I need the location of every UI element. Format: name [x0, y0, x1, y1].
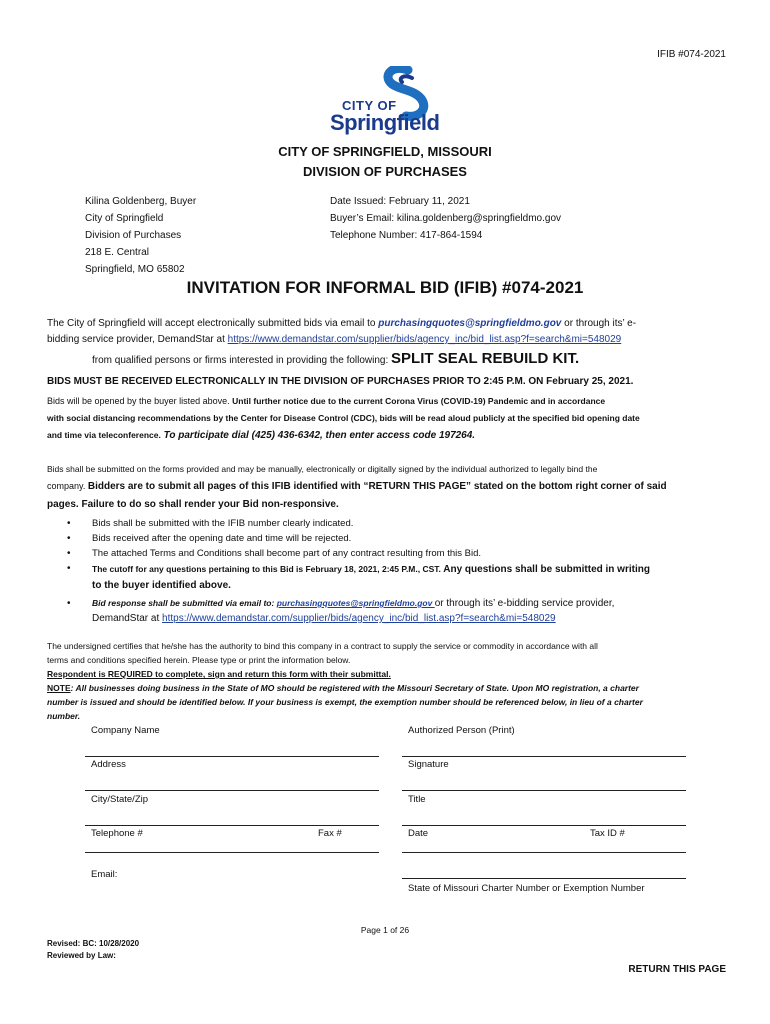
required-notice: Respondent is REQUIRED to complete, sign and return this form with their submittal. [47, 669, 391, 679]
signature-field[interactable] [402, 790, 686, 791]
company-name-label: Company Name [91, 725, 160, 736]
document-title: INVITATION FOR INFORMAL BID (IFIB) #074-2021 [186, 278, 584, 297]
logo-text-bottom: Springfield [330, 110, 440, 135]
demandstar-link[interactable]: https://www.demandstar.com/supplier/bids/agency_inc/bid_list.asp?f=search&mi=548029 [227, 334, 622, 345]
tax-id-label: Tax ID # [590, 828, 625, 839]
page-number: Page 1 of 26 [360, 925, 410, 935]
charter-number-field[interactable] [402, 878, 686, 879]
list-item: • Bid response shall be submitted via email to: purchasingquotes@springfieldmo.gov or through its’ e-bidding service provider, DemandStar at https://www.demandstar.com/supplier/bids/agency_inc/bid_list.asp?f=search&mi=548029 [47, 596, 747, 626]
fax-label: Fax # [318, 828, 342, 839]
buyer-city: Springfield, MO 65802 [85, 264, 185, 275]
buyer-contact-block [85, 193, 196, 278]
title-field[interactable] [402, 825, 686, 826]
document-reference: IFIB #074-2021 [657, 49, 726, 60]
charter-number-label: State of Missouri Charter Number or Exemption Number [408, 883, 645, 894]
city-state-zip-field[interactable] [85, 825, 379, 826]
org-heading-line2: DIVISION OF PURCHASES [303, 164, 467, 179]
org-heading-line1: CITY OF SPRINGFIELD, MISSOURI [278, 144, 492, 159]
logo-text-top: CITY OF [342, 98, 397, 113]
city-state-zip-label: City/State/Zip [91, 794, 149, 805]
list-item: • Bids received after the opening date and time will be rejected. [47, 531, 747, 546]
signature-label: Signature [408, 759, 449, 770]
revised-note: Revised: BC: 10/28/2020 [47, 939, 140, 948]
title-label: Title [408, 794, 426, 805]
list-item: • Bids shall be submitted with the IFIB number clearly indicated. [47, 516, 747, 531]
buyer-street: 218 E. Central [85, 247, 149, 258]
buyer-division: Division of Purchases [85, 230, 182, 241]
demandstar-link-2[interactable]: https://www.demandstar.com/supplier/bids/agency_inc/bid_list.asp?f=search&mi=548029 [162, 613, 556, 624]
intro-line-1: The City of Springfield will accept electronically submitted bids via email to purchasingquotes@springfieldmo.gov or through its’ e- [47, 318, 637, 329]
email-label: Email: [91, 869, 118, 880]
bid-item: SPLIT SEAL REBUILD KIT. [391, 350, 580, 367]
bid-opening-paragraph: Bids will be opened by the buyer listed above. Until further notice due to the current Corona Virus (COVID-19) Pandemic and in accordance with social distancing recommendations by the Center for Disease Control (CDC), bids will be read aloud publicly at the specified bid opening date and time via teleconference. To participate dial (425) 436-6342, then enter access code 197264. [47, 396, 640, 441]
certification-block: The undersigned certifies that he/she has the authority to bind this company in a contract to supply the service or commodity in accordance with all terms and conditions specified herein. Please type or print the information below. Respondent is REQUIRED to complete, sign and return this form with their submittal. NOTE: All businesses doing business in the State of MO should be registered with the Missouri Secretary of State. Upon MO registration, a charter number is issued and should be identified below. If your business is exempt, the exemption number should be referenced below, in lieu of a charter number. [47, 639, 747, 723]
list-item: • The attached Terms and Conditions shall become part of any contract resulting from this Bid. [47, 546, 747, 561]
telephone-fax-field[interactable] [85, 852, 379, 853]
issue-info-block [330, 193, 561, 244]
buyer-name: Kilina Goldenberg, Buyer [85, 196, 197, 207]
date-label: Date [408, 828, 429, 839]
date-taxid-field[interactable] [402, 852, 686, 853]
reviewed-note: Reviewed by Law: [47, 951, 116, 960]
purchasing-email-link[interactable]: purchasingquotes@springfieldmo.gov [378, 318, 562, 329]
bid-deadline: BIDS MUST BE RECEIVED ELECTRONICALLY IN THE DIVISION OF PURCHASES PRIOR TO 2:45 P.M. ON February 25, 2021. [47, 376, 634, 387]
instructions-list [47, 516, 747, 626]
buyer-org: City of Springfield [85, 213, 164, 224]
authorized-person-label: Authorized Person (Print) [408, 725, 515, 736]
telephone-label: Telephone # [91, 828, 143, 839]
purchasing-email-link-2[interactable]: purchasingquotes@springfieldmo.gov [276, 598, 435, 608]
intro-line-2: bidding service provider, DemandStar at https://www.demandstar.com/supplier/bids/agency_inc/bid_list.asp?f=search&mi=548029 [47, 334, 622, 345]
date-issued: Date Issued: February 11, 2021 [330, 196, 470, 207]
authorized-person-field[interactable] [402, 756, 686, 757]
intro-line-3: from qualified persons or firms interested in providing the following: SPLIT SEAL REBUILD KIT. [92, 350, 580, 367]
buyer-email: Buyer’s Email: kilina.goldenberg@springfieldmo.gov [330, 213, 562, 224]
forms-paragraph: Bids shall be submitted on the forms provided and may be manually, electronically or digitally signed by the individual authorized to legally bind the company. Bidders are to submit all pages of this IFIB identified with “RETURN THIS PAGE” stated on the bottom right corner of said pages. Failure to do so shall render your Bid non-responsive. [47, 464, 667, 510]
address-label: Address [91, 759, 126, 770]
teleconference-dial-in: To participate dial (425) 436-6342, then enter access code 197264. [160, 430, 476, 441]
company-name-field[interactable] [85, 756, 379, 757]
buyer-telephone: Telephone Number: 417-864-1594 [330, 230, 483, 241]
address-field[interactable] [85, 790, 379, 791]
list-item: • The cutoff for any questions pertaining to this Bid is February 18, 2021, 2:45 P.M., CST. Any questions shall be submitted in writing to the buyer identified above. [47, 561, 747, 594]
return-this-page-label: RETURN THIS PAGE [628, 964, 726, 975]
